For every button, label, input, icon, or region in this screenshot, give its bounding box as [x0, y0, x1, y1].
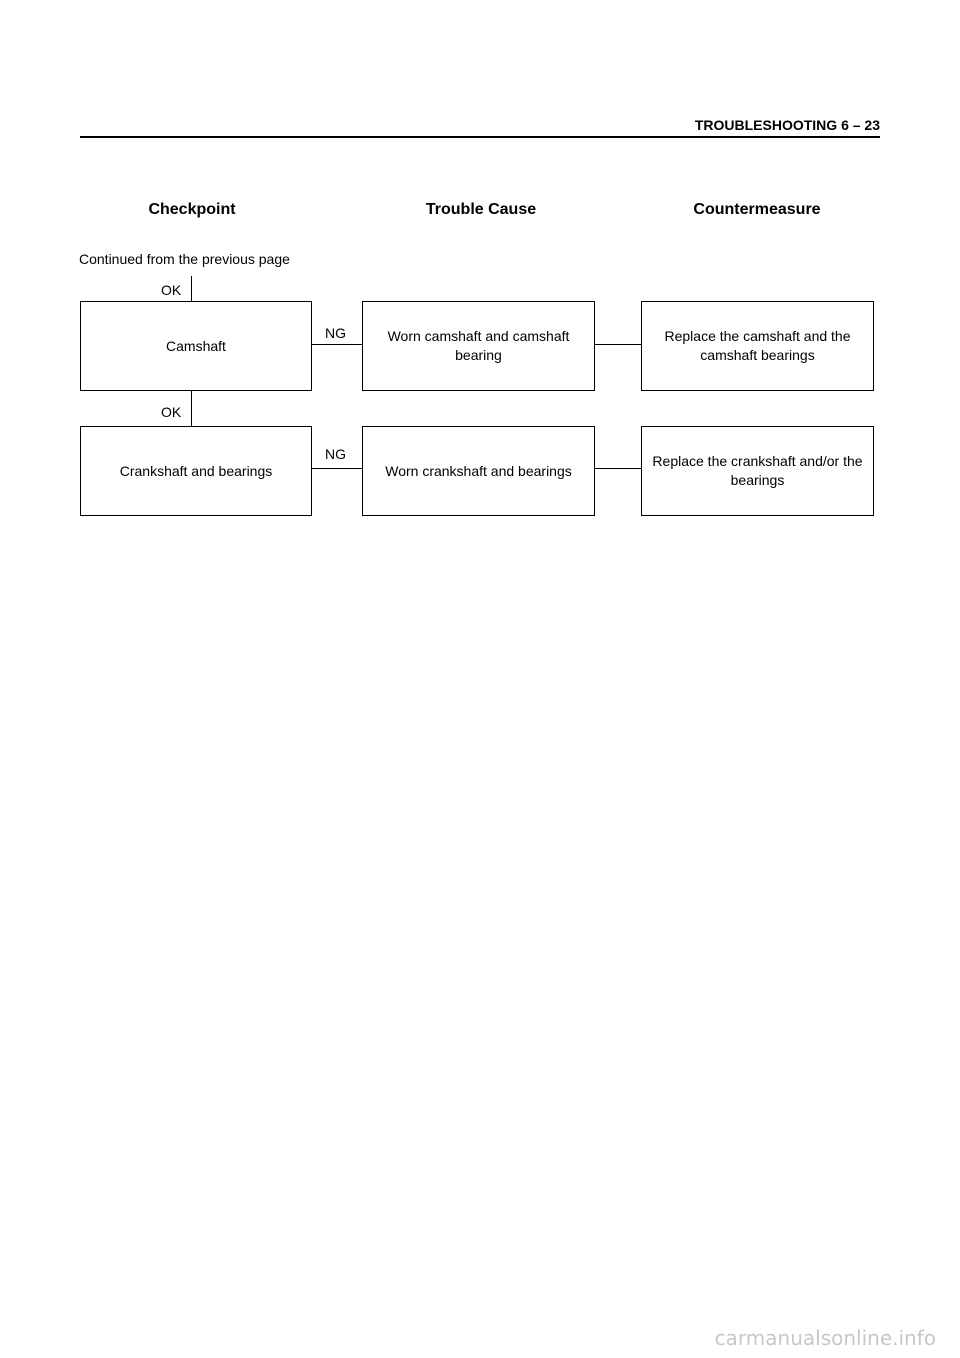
- ng-connector-1: [312, 344, 362, 345]
- column-heading-countermeasure: Countermeasure: [693, 201, 821, 218]
- ok-label-1: OK: [161, 282, 182, 298]
- cause-text: Worn crankshaft and bearings: [385, 462, 572, 479]
- continued-note: Continued from the previous page: [79, 251, 290, 267]
- column-heading-trouble-cause: Trouble Cause: [425, 201, 537, 218]
- countermeasure-box-crankshaft: [641, 426, 874, 516]
- ok-connector-1: [191, 276, 192, 301]
- column-heading-checkpoint: Checkpoint: [148, 201, 236, 218]
- cause-box-crankshaft: [362, 426, 595, 516]
- checkpoint-text: Camshaft: [166, 337, 226, 354]
- cause-connector-1: [595, 344, 641, 345]
- ok-label-2: OK: [161, 404, 182, 420]
- checkpoint-box-crankshaft: [80, 426, 312, 516]
- cause-text: Worn camshaft and camshaft bearing: [387, 328, 570, 363]
- page-header-title: TROUBLESHOOTING 6 – 23: [694, 117, 880, 133]
- footer-watermark: carmanualsonline.info: [714, 1326, 936, 1350]
- ok-connector-2: [191, 391, 192, 426]
- ng-label-2: NG: [325, 446, 346, 462]
- ng-connector-2: [312, 468, 362, 469]
- cause-connector-2: [595, 468, 641, 469]
- countermeasure-text: Replace the crankshaft and/or the bearings: [652, 453, 863, 488]
- countermeasure-text: Replace the camshaft and the camshaft bearings: [664, 328, 851, 363]
- checkpoint-text: Crankshaft and bearings: [119, 462, 273, 479]
- checkpoint-box-camshaft: [80, 301, 312, 391]
- ng-label-1: NG: [325, 325, 346, 341]
- header-rule: [80, 136, 880, 138]
- cause-box-camshaft: [362, 301, 595, 391]
- countermeasure-box-camshaft: [641, 301, 874, 391]
